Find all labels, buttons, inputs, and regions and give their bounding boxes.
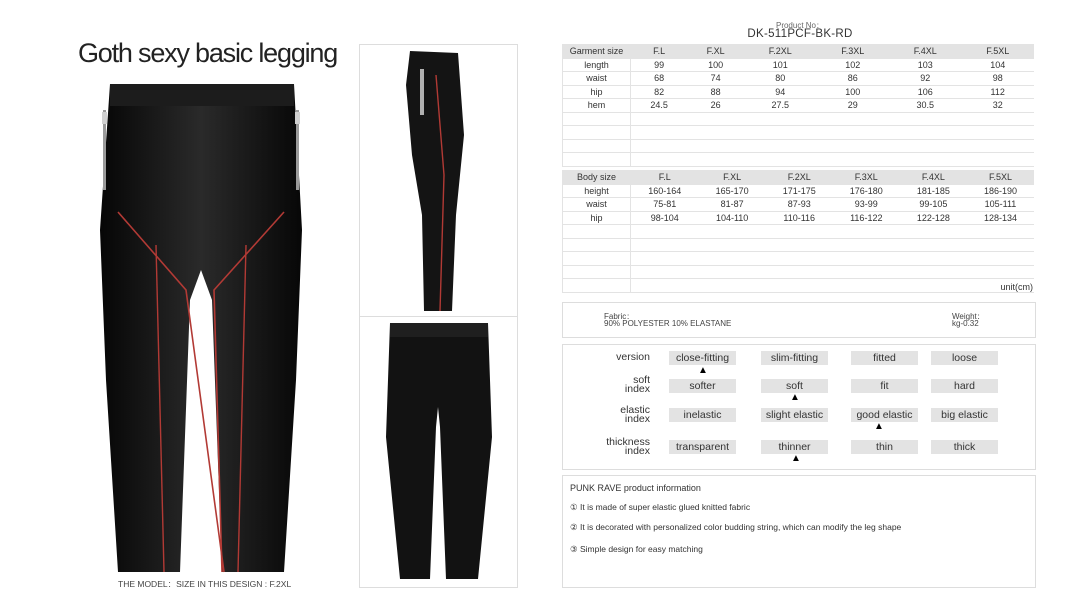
thickness-index-option: thin [851, 440, 918, 454]
table-header-cell: F.XL [687, 45, 744, 59]
row-label: height [563, 184, 631, 198]
elastic-index-selected-marker-icon: ▲ [874, 421, 884, 432]
table-cell: 100 [687, 58, 744, 72]
table-header-cell: F.XL [699, 171, 766, 185]
row-label: hem [563, 99, 631, 113]
table-header-cell: F.L [631, 171, 699, 185]
row-label: waist [563, 198, 631, 212]
back-view-image [360, 317, 517, 587]
unit-label: unit(cm) [1000, 282, 1033, 292]
elastic-index-option: good elastic [851, 408, 918, 422]
table-cell: 80 [744, 72, 816, 86]
soft-index-selected-marker-icon: ▲ [790, 392, 800, 403]
table-row [563, 72, 1035, 86]
table-cell: 24.5 [631, 99, 688, 113]
table-row [563, 85, 1035, 99]
soft-index-option: soft [761, 379, 828, 393]
table-row-empty [563, 112, 1035, 126]
table-cell: 186-190 [967, 184, 1034, 198]
table-header-cell: F.2XL [744, 45, 816, 59]
front-view-image [96, 80, 306, 576]
table-header-cell: F.4XL [889, 45, 961, 59]
table-row [563, 198, 1035, 212]
version-option: close-fitting [669, 351, 736, 365]
table-cell: 82 [631, 85, 688, 99]
soft-index-option: hard [931, 379, 998, 393]
table-cell: 176-180 [833, 184, 900, 198]
body-size-table [562, 170, 1034, 293]
table-cell: 75-81 [631, 198, 699, 212]
table-row-empty [563, 252, 1035, 266]
elastic-index-label: elastic index [620, 404, 650, 425]
table-cell: 74 [687, 72, 744, 86]
info-title: PUNK RAVE product information [570, 483, 701, 493]
table-header-cell: F.3XL [833, 171, 900, 185]
elastic-index-option: inelastic [669, 408, 736, 422]
soft-index-option: fit [851, 379, 918, 393]
table-cell: 26 [687, 99, 744, 113]
side-view-image [360, 45, 517, 317]
thickness-index-option: thinner [761, 440, 828, 454]
row-label: waist [563, 72, 631, 86]
table-row-empty [563, 238, 1035, 252]
model-size-note: THE MODEL：SIZE IN THIS DESIGN : F.2XL [118, 579, 292, 589]
fabric-value: 90% POLYESTER 10% ELASTANE [604, 319, 732, 328]
table-cell: 30.5 [889, 99, 961, 113]
table-cell: 101 [744, 58, 816, 72]
table-cell: 128-134 [967, 211, 1034, 225]
table-header-cell: F.3XL [817, 45, 889, 59]
table-row-empty [563, 265, 1035, 279]
version-option: loose [931, 351, 998, 365]
thickness-index-label: thickness index [606, 436, 650, 457]
weight-label: Weight： [952, 312, 985, 321]
table-cell: 98 [961, 72, 1034, 86]
product-title: Goth sexy basic legging [78, 38, 338, 68]
table-header-cell: Garment size [563, 45, 631, 59]
table-header-cell: F.4XL [900, 171, 967, 185]
table-row-empty [563, 225, 1035, 239]
table-cell: 29 [817, 99, 889, 113]
table-cell: 112 [961, 85, 1034, 99]
soft-index-option: softer [669, 379, 736, 393]
version-label: version [616, 351, 650, 363]
table-cell: 100 [817, 85, 889, 99]
table-cell: 68 [631, 72, 688, 86]
thickness-index-option: transparent [669, 440, 736, 454]
table-cell: 93-99 [833, 198, 900, 212]
table-row [563, 58, 1035, 72]
table-cell: 98-104 [631, 211, 699, 225]
table-header-cell: Body size [563, 171, 631, 185]
table-header-cell: F.5XL [967, 171, 1034, 185]
garment-table-header [563, 45, 1035, 59]
table-cell: 110-116 [766, 211, 833, 225]
version-option: slim-fitting [761, 351, 828, 365]
table-cell: 32 [961, 99, 1034, 113]
table-row-empty [563, 279, 1035, 293]
table-header-cell: F.5XL [961, 45, 1034, 59]
body-table-header [563, 171, 1035, 185]
garment-size-table [562, 44, 1034, 167]
table-cell: 160-164 [631, 184, 699, 198]
table-cell: 102 [817, 58, 889, 72]
table-cell: 99-105 [900, 198, 967, 212]
thickness-index-selected-marker-icon: ▲ [791, 453, 801, 464]
table-row-empty [563, 139, 1035, 153]
table-cell: 86 [817, 72, 889, 86]
product-no-label: Product No： [775, 21, 825, 30]
table-cell: 81-87 [699, 198, 766, 212]
version-option: fitted [851, 351, 918, 365]
table-row [563, 211, 1035, 225]
table-row-empty [563, 153, 1035, 167]
table-row [563, 184, 1035, 198]
row-label: hip [563, 211, 631, 225]
table-row [563, 99, 1035, 113]
row-label: length [563, 58, 631, 72]
back-view-panel [359, 316, 518, 588]
table-row-empty [563, 126, 1035, 140]
table-header-cell: F.L [631, 45, 688, 59]
fabric-label: Fabric： [604, 312, 635, 321]
table-cell: 87-93 [766, 198, 833, 212]
table-cell: 104 [961, 58, 1034, 72]
table-cell: 88 [687, 85, 744, 99]
soft-index-label: soft index [624, 374, 650, 395]
weight-value: kg-0.32 [952, 319, 979, 328]
elastic-index-option: big elastic [931, 408, 998, 422]
thickness-index-option: thick [931, 440, 998, 454]
table-cell: 104-110 [699, 211, 766, 225]
info-item: ② It is decorated with personalized color budding string, which can modify the leg shape [570, 522, 902, 532]
table-cell: 27.5 [744, 99, 816, 113]
table-cell: 99 [631, 58, 688, 72]
row-label: hip [563, 85, 631, 99]
table-cell: 106 [889, 85, 961, 99]
side-view-panel [359, 44, 518, 318]
info-item: ① It is made of super elastic glued knitted fabric [570, 502, 751, 512]
elastic-index-option: slight elastic [761, 408, 828, 422]
table-cell: 181-185 [900, 184, 967, 198]
info-item: ③ Simple design for easy matching [570, 544, 703, 554]
table-header-cell: F.2XL [766, 171, 833, 185]
table-cell: 94 [744, 85, 816, 99]
version-selected-marker-icon: ▲ [698, 365, 708, 376]
table-cell: 116-122 [833, 211, 900, 225]
table-cell: 103 [889, 58, 961, 72]
table-cell: 165-170 [699, 184, 766, 198]
product-number: DK-511PCF-BK-RD [747, 28, 853, 40]
table-cell: 171-175 [766, 184, 833, 198]
table-cell: 105-111 [967, 198, 1034, 212]
table-cell: 122-128 [900, 211, 967, 225]
table-cell: 92 [889, 72, 961, 86]
